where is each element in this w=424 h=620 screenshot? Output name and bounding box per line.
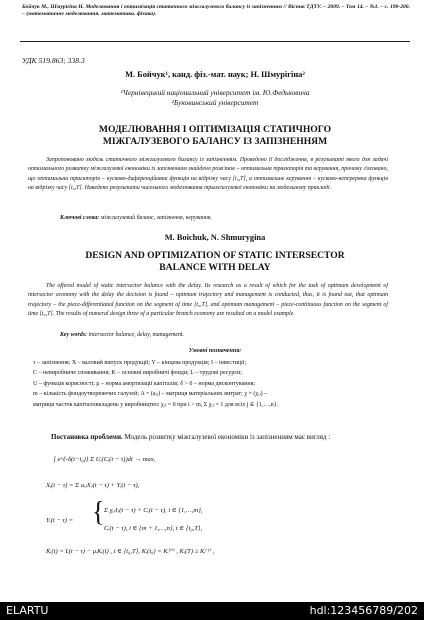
affiliation-1: ¹Чернiвецький нацiональний унiверситет iм. Ю.Федьковича — [120, 88, 310, 97]
notation-line: U – функцiя корисностi; μ – норма амортизацiї капiталiв; δ > 0 – норма дисконтування; — [33, 380, 256, 387]
title-uk-line-1: МОДЕЛЮВАННЯ І ОПТИМІЗАЦІЯ СТАТИЧНОГО — [98, 124, 332, 135]
abstract-uk: Запропоновано модель статичного мiжгалузевого балансу iз запiзненням. Проведено її дослiдження, в результатi якого для задачi оптимального розвитку мiжгалузевої економiки iз запiзненням знайдено розв'язок – оптимальна траєкторiя та керування, причому з'ясовано, що оптимальна траєкторiя – кусково-диференцiйовна функцiя на вiдрiзку часу [t₀,T], а оптимальне керування – кусково-неперервна функцiя на вiдрiзку часу [t₀,T]. Наведено результати чисельного моделювання трьохгалузевої економiки на модельному прикладi. — [28, 157, 388, 192]
keywords-en-text: intersector balance, delay, management. — [88, 332, 185, 338]
footer-handle: hdl:123456789/202 — [309, 604, 418, 617]
notation-line: τ – запiзнення; X – валовий випуск продукцiї; Y – кiнцева продукцiя; I – iнвестицiї; — [33, 360, 247, 366]
footer-repository: ELARTU — [6, 604, 49, 617]
keywords-en-label: Key words: — [60, 332, 87, 338]
citation-header: Бойчук М., Шмурiгiна Н. Моделювання i оптимiзацiя статичного мiжгалузевого балансу iз запiзненням // Вiсник ТДТУ. – 2009. – Том 14. – №1. – с. 190-200. – (математичне моделювання. математика. фiзика). — [22, 4, 410, 18]
title-en-line-2: BALANCE WITH DELAY — [159, 262, 271, 273]
title-uk — [20, 124, 410, 148]
title-en — [20, 250, 410, 274]
footer-bar — [0, 602, 424, 620]
formula-final-product-case-2: Cᵢ(t − τ), i ∈ {m + 1,…,n}, t ∈ [t₀,T], — [104, 525, 203, 532]
affiliation-2: ²Буковинський унiверситет — [171, 98, 259, 107]
formula-final-product-lhs: Yᵢ(t − τ) = — [46, 517, 74, 524]
keywords-en — [60, 332, 184, 338]
udc-code: УДК 519.863; 338.3 — [22, 56, 85, 65]
header-rule — [20, 41, 410, 42]
section-label: Постановка проблеми. — [51, 433, 123, 441]
section-text: Модель розвитку мiжгалузевої економiки iз запiзненням має вигляд : — [124, 433, 331, 441]
title-uk-line-2: МІЖГАЛУЗЕВОГО БАЛАНСУ ІЗ ЗАПІЗНЕННЯМ — [102, 136, 328, 147]
problem-statement — [33, 433, 393, 443]
notation-line: m – кiлькiсть фондоутворюючих галузей; A = (aᵢⱼ) – матриця матерiальних витрат; χ = (χᵢⱼ) – — [33, 391, 268, 398]
authors-en: M. Boichuk, N. Shmurygina — [164, 233, 266, 242]
keywords-uk-text: мiжгалузевий баланс, запiзнення, керування. — [100, 215, 212, 221]
formula-capital-dynamics: K̇ᵢ(t) = Iᵢ(t − τ) − μᵢKᵢ(t) , t ∈ [t₀,T], Kᵢ(t₀) = Kᵢ⁽⁰⁾ , Kᵢ(T) ≥ Kᵢ⁽ᵀ⁾ , — [46, 548, 215, 555]
notation-heading: Умовнi позначення: — [188, 348, 242, 354]
notation-line: матриця часток капiталовкладень у виробництво: χᵢⱼ = 0 при i > m, Σ χᵢⱼ = 1 для всiх j ∈ {1,…,n}. — [33, 401, 279, 408]
abstract-en: The offered model of static intersector balance with the delay. Its research as a result of which for the task of optimum development of intersector economy with the delay the decision is found – optimum trajectory and management is conducted, thus, it is found out, that optimum trajectory – the piece-differentiated function on the segment of time [t₀,T], and optimum management – piece-continuous function on the segment of time [t₀,T]. The results of numeral design three of a particular branch economy are resulted on a model example. — [28, 283, 388, 318]
formula-objective: ∫ e^{-δ(t−t₀)} Σ Uᵢ(Cᵢ(t − τ))dt → max, — [54, 456, 156, 463]
keywords-uk — [60, 215, 212, 221]
formula-final-product-case-1: Σ χᵢⱼIⱼ(t − τ) + Cᵢ(t − τ), i ∈ {1,…,m}, — [104, 507, 203, 514]
keywords-uk-label: Ключовi слова: — [60, 215, 100, 221]
formula-balance: Xᵢ(t − τ) = Σ aᵢⱼXⱼ(t − τ) + Yᵢ(t − τ), — [46, 482, 140, 489]
title-en-line-1: DESIGN AND OPTIMIZATION OF STATIC INTERSECTOR — [85, 250, 345, 261]
notation-line: C – невиробниче споживання; K – основнi виробничi фонди; L – трудовi ресурси; — [33, 370, 242, 377]
notation-list — [33, 358, 393, 410]
authors-uk: М. Бойчук¹, канд. фiз.-мат. наук; Н. Шмурiгiна² — [125, 70, 305, 79]
formula-brace: { — [92, 495, 105, 528]
